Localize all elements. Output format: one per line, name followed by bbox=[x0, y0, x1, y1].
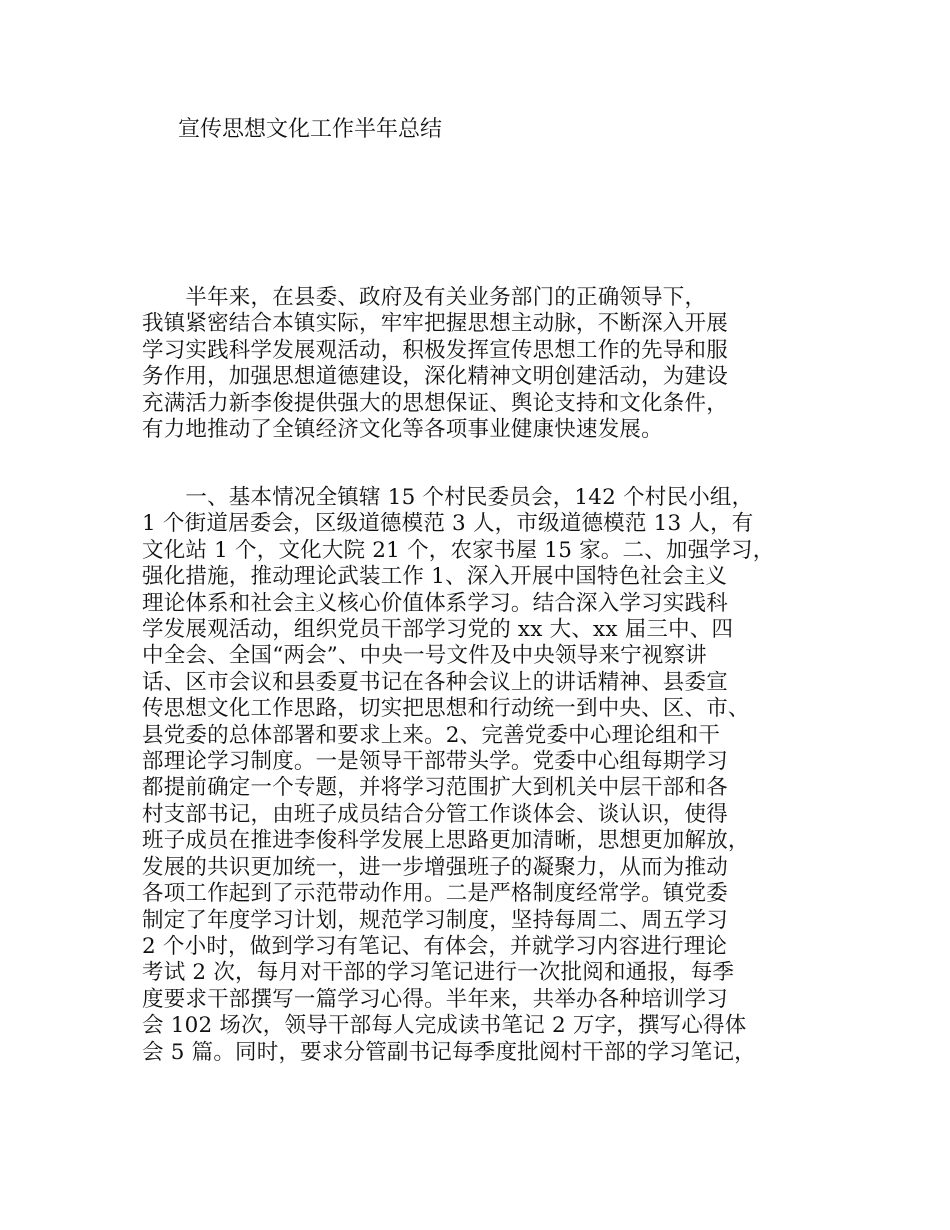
text-line: 都提前确定一个专题，并将学习范围扩大到机关中层干部和各 bbox=[142, 775, 728, 801]
text-line: 有力地推动了全镇经济文化等各项事业健康快速发展。 bbox=[142, 417, 663, 443]
text-line: 强化措施，推动理论武装工作 1、深入开展中国特色社会主义 bbox=[142, 564, 728, 590]
text-line: 我镇紧密结合本镇实际，牢牢把握思想主动脉，不断深入开展 bbox=[142, 311, 728, 337]
text-line: 一、基本情况全镇辖 15 个村民委员会，142 个村民小组， bbox=[142, 485, 754, 510]
text-line: 半年来，在县委、政府及有关业务部门的正确领导下， bbox=[142, 285, 707, 310]
text-line: 班子成员在推进李俊科学发展上思路更加清晰，思想更加解放， bbox=[142, 828, 750, 854]
text-line: 各项工作起到了示范带动作用。二是严格制度经常学。镇党委 bbox=[142, 881, 728, 907]
text-line: 务作用，加强思想道德建设，深化精神文明创建活动，为建设 bbox=[142, 364, 728, 390]
paragraph-intro bbox=[142, 285, 832, 443]
text-line: 1 个街道居委会，区级道德模范 3 人，市级道德模范 13 人，有 bbox=[142, 511, 754, 537]
text-line: 会 102 场次，领导干部每人完成读书笔记 2 万字，撰写心得体 bbox=[142, 1013, 747, 1039]
text-line: 学发展观活动，组织党员干部学习党的 xx 大、xx 届三中、四 bbox=[142, 617, 734, 643]
document-title: 宣传思想文化工作半年总结 bbox=[178, 117, 443, 142]
text-line: 会 5 篇。同时，要求分管副书记每季度批阅村干部的学习笔记， bbox=[142, 1039, 756, 1065]
text-line: 文化站 1 个，文化大院 21 个，农家书屋 15 家。二、加强学习， bbox=[142, 537, 775, 563]
paragraph-body bbox=[142, 485, 832, 1066]
text-line: 2 个小时，做到学习有笔记、有体会，并就学习内容进行理论 bbox=[142, 933, 728, 959]
text-line: 发展的共识更加统一，进一步增强班子的凝聚力，从而为推动 bbox=[142, 854, 728, 880]
text-line: 度要求干部撰写一篇学习心得。半年来，共举办各种培训学习 bbox=[142, 986, 728, 1012]
text-line: 县党委的总体部署和要求上来。2、完善党委中心理论组和干 bbox=[142, 722, 721, 748]
text-line: 传思想文化工作思路，切实把思想和行动统一到中央、区、市、 bbox=[142, 696, 750, 722]
text-line: 中全会、全国“两会”、中央一号文件及中央领导来宁视察讲 bbox=[142, 643, 707, 669]
text-line: 部理论学习制度。一是领导干部带头学。党委中心组每期学习 bbox=[142, 749, 728, 775]
text-line: 充满活力新李俊提供强大的思想保证、舆论支持和文化条件， bbox=[142, 390, 728, 416]
text-line: 制定了年度学习计划，规范学习制度，坚持每周二、周五学习 bbox=[142, 907, 728, 933]
text-line: 考试 2 次，每月对干部的学习笔记进行一次批阅和通报，每季 bbox=[142, 960, 735, 986]
text-line: 学习实践科学发展观活动，积极发挥宣传思想工作的先导和服 bbox=[142, 337, 728, 363]
text-line: 话、区市会议和县委夏书记在各种会议上的讲话精神、县委宣 bbox=[142, 669, 728, 695]
text-line: 村支部书记，由班子成员结合分管工作谈体会、谈认识，使得 bbox=[142, 801, 728, 827]
text-line: 理论体系和社会主义核心价值体系学习。结合深入学习实践科 bbox=[142, 590, 728, 616]
